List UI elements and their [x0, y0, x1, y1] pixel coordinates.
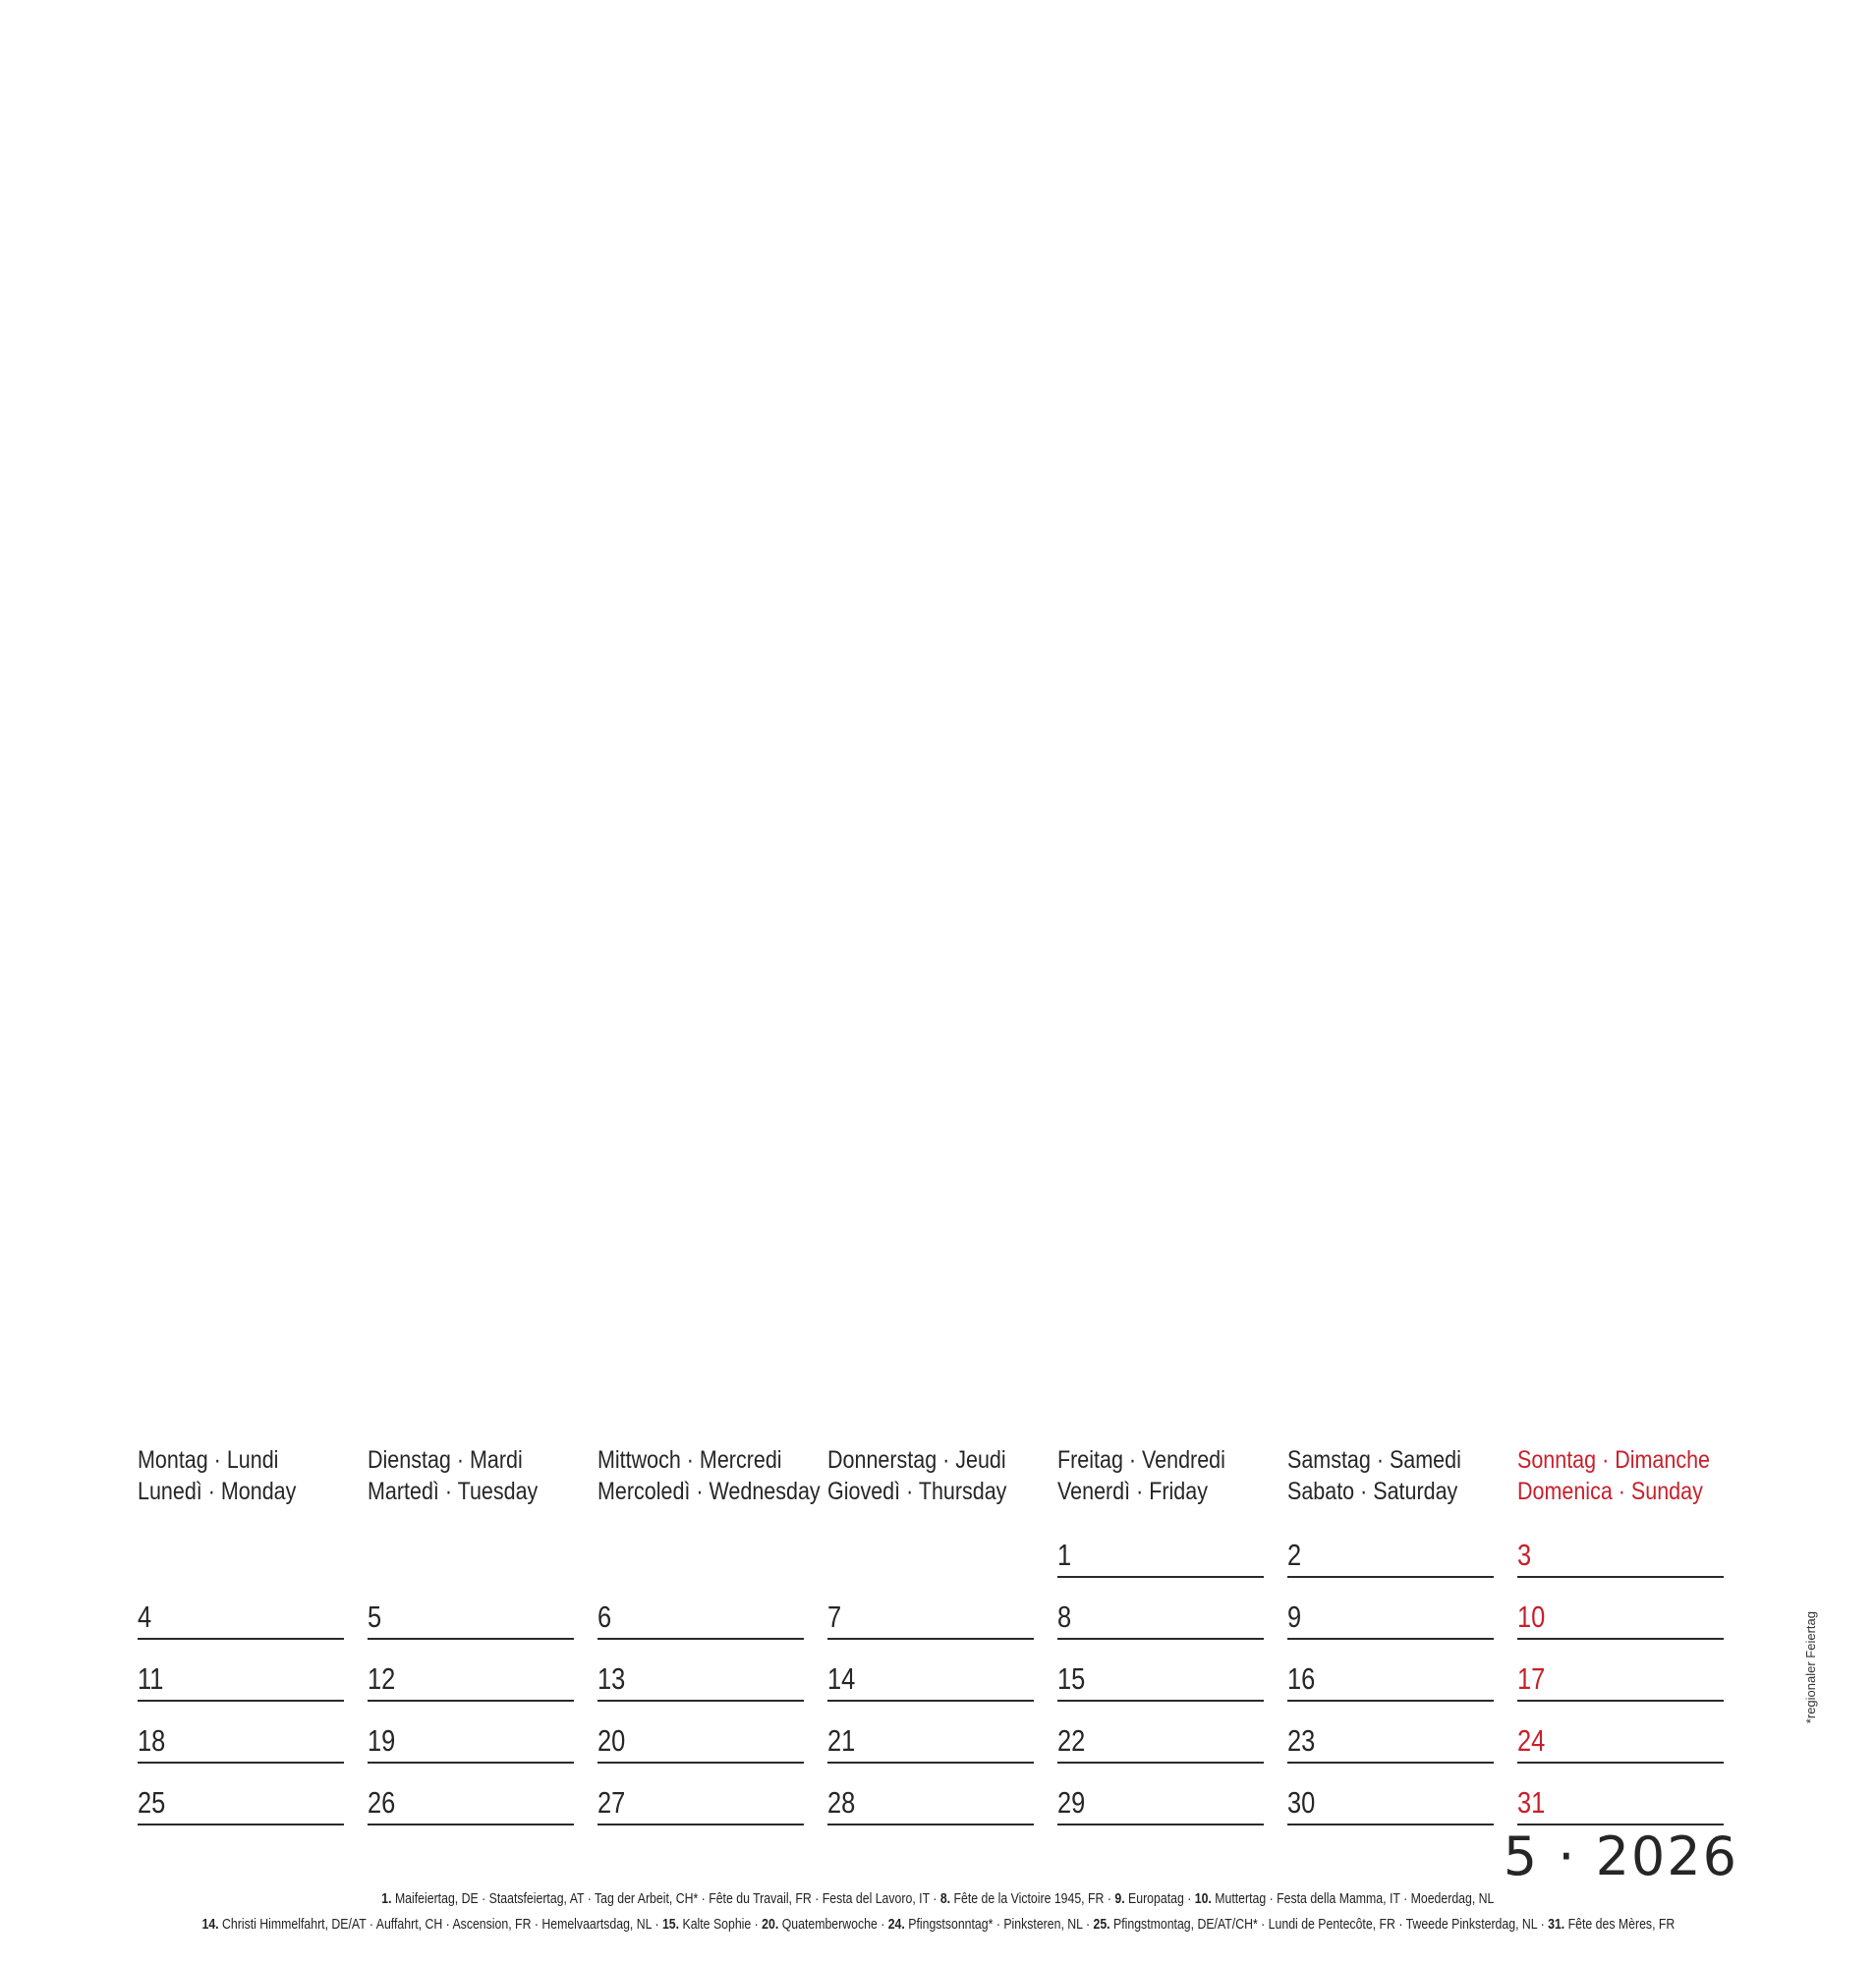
- day-number: 12: [368, 1661, 396, 1696]
- day-cell: [368, 1585, 574, 1640]
- day-number: 27: [597, 1785, 626, 1820]
- day-cell: [138, 1585, 344, 1640]
- day-number: 11: [138, 1661, 164, 1696]
- weekday-header-line-2: Martedì · Tuesday: [368, 1478, 539, 1505]
- day-cell: [827, 1709, 1034, 1764]
- day-number: 15: [1057, 1661, 1086, 1696]
- holiday-names: Pfingstmontag, DE/AT/CH* · Lundi de Pentecôte, FR · Tweede Pinksterdag, NL ·: [1109, 1916, 1548, 1933]
- day-number: 10: [1517, 1600, 1546, 1634]
- weekday-header: [368, 1444, 562, 1507]
- day-number: 3: [1517, 1538, 1532, 1572]
- holiday-names: Quatemberwoche ·: [777, 1916, 888, 1933]
- day-number: 16: [1287, 1661, 1316, 1696]
- weekday-header-line-1: Montag · Lundi: [138, 1446, 279, 1474]
- day-number: 14: [827, 1661, 856, 1696]
- day-cell: [1057, 1523, 1264, 1578]
- weekday-header: [827, 1444, 1022, 1507]
- weekday-header: [138, 1444, 332, 1507]
- weekday-header-line-1: Samstag · Samedi: [1287, 1446, 1461, 1474]
- day-cell: [1057, 1585, 1264, 1640]
- day-cell: [1517, 1770, 1724, 1825]
- day-cell: [1057, 1647, 1264, 1702]
- holiday-date: 15.: [661, 1916, 679, 1933]
- day-cell: [368, 1770, 574, 1825]
- day-number: 20: [597, 1723, 626, 1758]
- weekday-header: [597, 1444, 821, 1507]
- weekday-header-line-2: Sabato · Saturday: [1287, 1478, 1458, 1505]
- day-number: 7: [827, 1600, 842, 1634]
- holiday-date: 9.: [1114, 1890, 1125, 1907]
- holiday-list-line-2: [0, 1916, 1876, 1934]
- weekday-header-line-2: Giovedì · Thursday: [827, 1478, 1007, 1505]
- day-cell: [1287, 1523, 1494, 1578]
- day-number: 9: [1287, 1600, 1302, 1634]
- day-cell: [138, 1647, 344, 1702]
- holiday-date: 24.: [887, 1916, 905, 1933]
- day-number: 26: [368, 1785, 396, 1820]
- weekday-header-line-2: Mercoledì · Wednesday: [597, 1478, 821, 1505]
- day-cell: [1287, 1770, 1494, 1825]
- holiday-names: Europatag ·: [1124, 1890, 1195, 1907]
- day-number: 6: [597, 1600, 612, 1634]
- weekday-header-line-1: Dienstag · Mardi: [368, 1446, 523, 1474]
- day-cell: [368, 1709, 574, 1764]
- day-number: 28: [827, 1785, 856, 1820]
- calendar-grid: [138, 1444, 1739, 1820]
- day-cell: [1057, 1770, 1264, 1825]
- day-number: 23: [1287, 1723, 1316, 1758]
- holiday-date: 31.: [1547, 1916, 1564, 1933]
- holiday-names: Kalte Sophie ·: [678, 1916, 762, 1933]
- holiday-date: 1.: [381, 1890, 392, 1907]
- day-number: 29: [1057, 1785, 1086, 1820]
- day-cell: [827, 1770, 1034, 1825]
- weekday-header-line-2: Lunedì · Monday: [138, 1478, 297, 1505]
- day-cell: [1517, 1585, 1724, 1640]
- day-cell: [1517, 1709, 1724, 1764]
- month-year-label: 5 · 2026: [1503, 1825, 1738, 1887]
- day-number: 13: [597, 1661, 626, 1696]
- day-number: 5: [368, 1600, 382, 1634]
- day-number: 25: [138, 1785, 166, 1820]
- day-number: 18: [138, 1723, 166, 1758]
- day-number: 31: [1517, 1785, 1546, 1820]
- day-cell: [597, 1709, 804, 1764]
- holiday-names: Fête de la Victoire 1945, FR ·: [950, 1890, 1115, 1907]
- weekday-headers: [138, 1444, 1739, 1513]
- weekday-header: [1057, 1444, 1252, 1507]
- weekday-header: [1517, 1444, 1712, 1507]
- weekday-header-line-1: Donnerstag · Jeudi: [827, 1446, 1006, 1474]
- weekday-header-line-1: Sonntag · Dimanche: [1517, 1446, 1710, 1474]
- holiday-names: Muttertag · Festa della Mamma, IT · Moederdag, NL: [1211, 1890, 1495, 1907]
- day-number: 30: [1287, 1785, 1316, 1820]
- day-cell: [597, 1585, 804, 1640]
- holiday-date: 20.: [761, 1916, 778, 1933]
- weekday-header-line-1: Mittwoch · Mercredi: [597, 1446, 782, 1474]
- holiday-list-line-1: [0, 1890, 1876, 1908]
- day-number: 24: [1517, 1723, 1546, 1758]
- day-cell: [597, 1647, 804, 1702]
- day-cell: [368, 1647, 574, 1702]
- day-number: 22: [1057, 1723, 1086, 1758]
- weekday-header-line-2: Venerdì · Friday: [1057, 1478, 1208, 1505]
- day-number: 1: [1057, 1538, 1072, 1572]
- day-cell: [1287, 1585, 1494, 1640]
- day-cell: [1057, 1709, 1264, 1764]
- weekday-header-line-2: Domenica · Sunday: [1517, 1478, 1703, 1505]
- holiday-names: Pfingstsonntag* · Pinksteren, NL ·: [904, 1916, 1094, 1933]
- day-cell: [827, 1647, 1034, 1702]
- day-cell: [1287, 1647, 1494, 1702]
- holiday-date: 25.: [1093, 1916, 1110, 1933]
- holiday-names: Christi Himmelfahrt, DE/AT · Auffahrt, CH · Ascension, FR · Hemelvaartsdag, NL ·: [218, 1916, 662, 1933]
- weekday-header-line-1: Freitag · Vendredi: [1057, 1446, 1225, 1474]
- day-cell: [827, 1585, 1034, 1640]
- day-number: 2: [1287, 1538, 1302, 1572]
- holiday-date: 14.: [201, 1916, 219, 1933]
- regional-holiday-note: *regionaler Feiertag: [1803, 1611, 1818, 1724]
- day-number: 21: [827, 1723, 856, 1758]
- holiday-date: 10.: [1194, 1890, 1212, 1907]
- day-number: 8: [1057, 1600, 1072, 1634]
- weekday-header: [1287, 1444, 1482, 1507]
- day-cell: [597, 1770, 804, 1825]
- day-number: 19: [368, 1723, 396, 1758]
- holiday-names: Maifeiertag, DE · Staatsfeiertag, AT · Tag der Arbeit, CH* · Fête du Travail, FR · Festa del Lavoro, IT ·: [391, 1890, 940, 1907]
- day-number: 17: [1517, 1661, 1546, 1696]
- holiday-names: Fête des Mères, FR: [1563, 1916, 1675, 1933]
- holiday-date: 8.: [939, 1890, 951, 1907]
- day-cell: [1517, 1647, 1724, 1702]
- day-cell: [138, 1709, 344, 1764]
- day-cell: [1517, 1523, 1724, 1578]
- day-cell: [1287, 1709, 1494, 1764]
- day-cell: [138, 1770, 344, 1825]
- day-number: 4: [138, 1600, 152, 1634]
